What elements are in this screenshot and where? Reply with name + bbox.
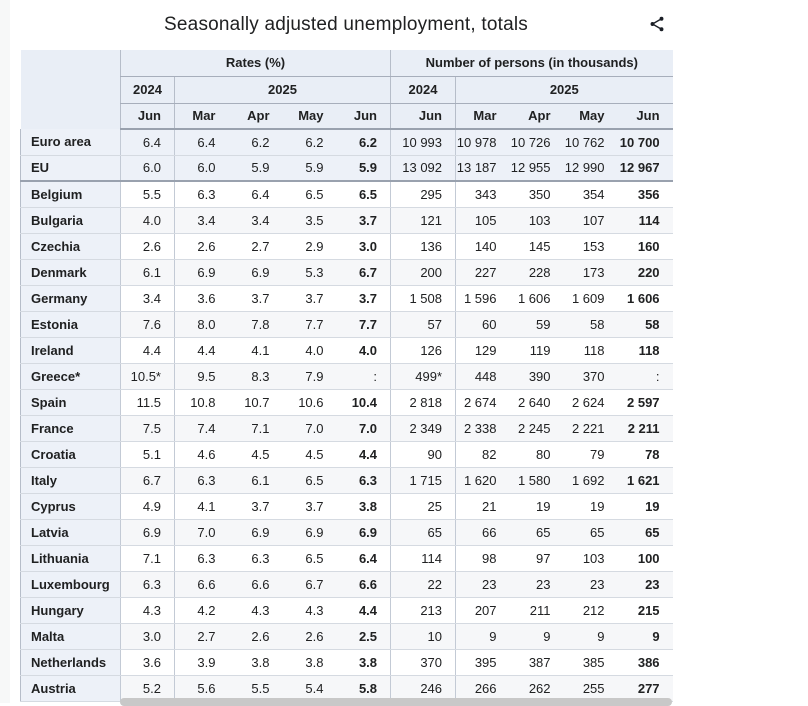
rate-cell: 6.4 bbox=[337, 545, 391, 571]
rate-cell: 4.5 bbox=[229, 441, 283, 467]
persons-cell: 2 640 bbox=[510, 389, 564, 415]
persons-cell: 390 bbox=[510, 363, 564, 389]
persons-cell: 60 bbox=[456, 311, 510, 337]
persons-cell: 2 674 bbox=[456, 389, 510, 415]
persons-cell: 66 bbox=[456, 519, 510, 545]
rate-cell: 3.7 bbox=[283, 285, 337, 311]
persons-cell: 277 bbox=[618, 675, 673, 701]
persons-cell: 262 bbox=[510, 675, 564, 701]
persons-cell: 98 bbox=[456, 545, 510, 571]
persons-cell: 1 606 bbox=[618, 285, 673, 311]
year-2024-persons: 2024 bbox=[391, 76, 456, 103]
table-row bbox=[21, 181, 673, 207]
table-row bbox=[21, 519, 673, 545]
persons-cell: 173 bbox=[564, 259, 618, 285]
persons-cell: 220 bbox=[618, 259, 673, 285]
rate-cell: 6.2 bbox=[229, 129, 283, 155]
rate-cell: 6.0 bbox=[121, 155, 175, 181]
month-header: Apr bbox=[510, 103, 564, 129]
share-button[interactable] bbox=[646, 13, 668, 35]
table-row bbox=[21, 649, 673, 675]
persons-cell: 227 bbox=[456, 259, 510, 285]
persons-cell: 114 bbox=[391, 545, 456, 571]
rate-cell: 2.6 bbox=[121, 233, 175, 259]
rate-cell: 5.3 bbox=[283, 259, 337, 285]
persons-cell: 212 bbox=[564, 597, 618, 623]
country-label: Germany bbox=[21, 285, 121, 311]
table-row bbox=[21, 337, 673, 363]
table-row bbox=[21, 155, 673, 181]
persons-cell: 13 187 bbox=[456, 155, 510, 181]
rate-cell: 3.9 bbox=[175, 649, 229, 675]
persons-cell: 21 bbox=[456, 493, 510, 519]
persons-cell: 22 bbox=[391, 571, 456, 597]
persons-cell: 2 221 bbox=[564, 415, 618, 441]
rate-cell: 4.4 bbox=[175, 337, 229, 363]
rate-cell: 5.8 bbox=[337, 675, 391, 701]
rate-cell: 6.4 bbox=[121, 129, 175, 155]
persons-cell: 145 bbox=[510, 233, 564, 259]
country-label: Italy bbox=[21, 467, 121, 493]
rate-cell: 6.4 bbox=[229, 181, 283, 207]
rate-cell: 4.3 bbox=[121, 597, 175, 623]
persons-cell: 23 bbox=[456, 571, 510, 597]
rate-cell: 6.2 bbox=[337, 129, 391, 155]
rate-cell: 11.5 bbox=[121, 389, 175, 415]
rate-cell: 2.6 bbox=[229, 623, 283, 649]
rate-cell: 4.1 bbox=[175, 493, 229, 519]
persons-cell: 23 bbox=[618, 571, 673, 597]
country-label: Czechia bbox=[21, 233, 121, 259]
table-row bbox=[21, 415, 673, 441]
persons-cell: 1 606 bbox=[510, 285, 564, 311]
rate-cell: 6.6 bbox=[229, 571, 283, 597]
rate-cell: 6.5 bbox=[283, 545, 337, 571]
persons-cell: 354 bbox=[564, 181, 618, 207]
rate-cell: 3.7 bbox=[337, 207, 391, 233]
persons-cell: 118 bbox=[564, 337, 618, 363]
year-2025-persons: 2025 bbox=[456, 76, 673, 103]
rate-cell: 7.1 bbox=[229, 415, 283, 441]
persons-cell: 215 bbox=[618, 597, 673, 623]
country-label: Estonia bbox=[21, 311, 121, 337]
month-header: Jun bbox=[618, 103, 673, 129]
rate-cell: 8.3 bbox=[229, 363, 283, 389]
persons-cell: 295 bbox=[391, 181, 456, 207]
horizontal-scrollbar[interactable] bbox=[120, 698, 672, 706]
rate-cell: : bbox=[337, 363, 391, 389]
share-icon bbox=[648, 15, 666, 33]
persons-cell: : bbox=[618, 363, 673, 389]
persons-cell: 12 990 bbox=[564, 155, 618, 181]
rate-cell: 4.4 bbox=[337, 441, 391, 467]
country-label: Luxembourg bbox=[21, 571, 121, 597]
title-bar bbox=[20, 0, 672, 50]
rate-cell: 3.0 bbox=[121, 623, 175, 649]
persons-cell: 97 bbox=[510, 545, 564, 571]
rate-cell: 6.9 bbox=[229, 259, 283, 285]
rate-cell: 6.4 bbox=[175, 129, 229, 155]
persons-cell: 153 bbox=[564, 233, 618, 259]
rate-cell: 4.4 bbox=[337, 597, 391, 623]
rate-cell: 3.4 bbox=[175, 207, 229, 233]
table-row bbox=[21, 259, 673, 285]
country-label: Austria bbox=[21, 675, 121, 701]
persons-cell: 103 bbox=[564, 545, 618, 571]
rate-cell: 5.9 bbox=[229, 155, 283, 181]
persons-cell: 10 726 bbox=[510, 129, 564, 155]
persons-cell: 10 700 bbox=[618, 129, 673, 155]
table-row bbox=[21, 545, 673, 571]
persons-cell: 9 bbox=[510, 623, 564, 649]
rate-cell: 7.8 bbox=[229, 311, 283, 337]
persons-cell: 79 bbox=[564, 441, 618, 467]
persons-cell: 19 bbox=[618, 493, 673, 519]
page-left-gutter bbox=[0, 0, 10, 703]
rate-cell: 6.3 bbox=[175, 545, 229, 571]
rate-cell: 5.6 bbox=[175, 675, 229, 701]
persons-cell: 1 715 bbox=[391, 467, 456, 493]
country-label: Croatia bbox=[21, 441, 121, 467]
country-label: Belgium bbox=[21, 181, 121, 207]
month-header: Jun bbox=[337, 103, 391, 129]
persons-cell: 136 bbox=[391, 233, 456, 259]
rate-cell: 5.2 bbox=[121, 675, 175, 701]
month-header: Jun bbox=[121, 103, 175, 129]
persons-cell: 228 bbox=[510, 259, 564, 285]
persons-cell: 1 621 bbox=[618, 467, 673, 493]
persons-cell: 121 bbox=[391, 207, 456, 233]
rate-cell: 9.5 bbox=[175, 363, 229, 389]
persons-cell: 370 bbox=[564, 363, 618, 389]
persons-cell: 105 bbox=[456, 207, 510, 233]
persons-cell: 25 bbox=[391, 493, 456, 519]
rate-cell: 2.7 bbox=[175, 623, 229, 649]
rate-cell: 6.7 bbox=[283, 571, 337, 597]
rate-cell: 2.9 bbox=[283, 233, 337, 259]
persons-cell: 1 620 bbox=[456, 467, 510, 493]
persons-cell: 10 993 bbox=[391, 129, 456, 155]
persons-cell: 23 bbox=[564, 571, 618, 597]
year-2025-rates: 2025 bbox=[175, 76, 391, 103]
group-header-rates: Rates (%) bbox=[121, 50, 391, 76]
rate-cell: 6.3 bbox=[175, 467, 229, 493]
persons-cell: 82 bbox=[456, 441, 510, 467]
persons-cell: 1 609 bbox=[564, 285, 618, 311]
persons-cell: 12 955 bbox=[510, 155, 564, 181]
persons-cell: 59 bbox=[510, 311, 564, 337]
rate-cell: 5.9 bbox=[337, 155, 391, 181]
country-label: Lithuania bbox=[21, 545, 121, 571]
rate-cell: 3.4 bbox=[121, 285, 175, 311]
rate-cell: 7.9 bbox=[283, 363, 337, 389]
unemployment-table-widget bbox=[20, 0, 672, 702]
rate-cell: 4.0 bbox=[283, 337, 337, 363]
rate-cell: 3.7 bbox=[283, 493, 337, 519]
persons-cell: 65 bbox=[510, 519, 564, 545]
persons-cell: 160 bbox=[618, 233, 673, 259]
month-header: Apr bbox=[229, 103, 283, 129]
persons-cell: 2 245 bbox=[510, 415, 564, 441]
persons-cell: 65 bbox=[618, 519, 673, 545]
persons-cell: 90 bbox=[391, 441, 456, 467]
month-header: Jun bbox=[391, 103, 456, 129]
rate-cell: 6.5 bbox=[283, 181, 337, 207]
unemployment-table bbox=[20, 50, 673, 702]
rate-cell: 6.1 bbox=[229, 467, 283, 493]
persons-cell: 100 bbox=[618, 545, 673, 571]
persons-cell: 13 092 bbox=[391, 155, 456, 181]
country-label: Spain bbox=[21, 389, 121, 415]
rate-cell: 10.5* bbox=[121, 363, 175, 389]
month-header: May bbox=[564, 103, 618, 129]
table-row bbox=[21, 623, 673, 649]
table-row bbox=[21, 493, 673, 519]
persons-cell: 107 bbox=[564, 207, 618, 233]
persons-cell: 350 bbox=[510, 181, 564, 207]
table-header bbox=[21, 50, 673, 129]
persons-cell: 126 bbox=[391, 337, 456, 363]
table-row bbox=[21, 571, 673, 597]
rate-cell: 3.8 bbox=[337, 493, 391, 519]
persons-cell: 80 bbox=[510, 441, 564, 467]
country-label: Malta bbox=[21, 623, 121, 649]
rate-cell: 6.7 bbox=[337, 259, 391, 285]
rate-cell: 2.6 bbox=[283, 623, 337, 649]
rate-cell: 5.5 bbox=[229, 675, 283, 701]
rate-cell: 6.3 bbox=[337, 467, 391, 493]
rate-cell: 3.8 bbox=[229, 649, 283, 675]
rate-cell: 7.0 bbox=[337, 415, 391, 441]
persons-cell: 140 bbox=[456, 233, 510, 259]
persons-cell: 266 bbox=[456, 675, 510, 701]
rate-cell: 3.6 bbox=[121, 649, 175, 675]
country-label: Ireland bbox=[21, 337, 121, 363]
persons-cell: 118 bbox=[618, 337, 673, 363]
rate-cell: 7.7 bbox=[337, 311, 391, 337]
country-label: Netherlands bbox=[21, 649, 121, 675]
persons-cell: 9 bbox=[564, 623, 618, 649]
rate-cell: 3.5 bbox=[283, 207, 337, 233]
country-label: EU bbox=[21, 155, 121, 181]
persons-cell: 19 bbox=[564, 493, 618, 519]
persons-cell: 10 978 bbox=[456, 129, 510, 155]
rate-cell: 10.6 bbox=[283, 389, 337, 415]
rate-cell: 6.3 bbox=[229, 545, 283, 571]
persons-cell: 129 bbox=[456, 337, 510, 363]
persons-cell: 1 508 bbox=[391, 285, 456, 311]
rate-cell: 7.1 bbox=[121, 545, 175, 571]
persons-cell: 1 692 bbox=[564, 467, 618, 493]
persons-cell: 65 bbox=[391, 519, 456, 545]
group-header-persons: Number of persons (in thousands) bbox=[391, 50, 673, 76]
persons-cell: 499* bbox=[391, 363, 456, 389]
persons-cell: 78 bbox=[618, 441, 673, 467]
rate-cell: 4.3 bbox=[229, 597, 283, 623]
rate-cell: 6.9 bbox=[175, 259, 229, 285]
rate-cell: 3.4 bbox=[229, 207, 283, 233]
country-label: Denmark bbox=[21, 259, 121, 285]
page-title: Seasonally adjusted unemployment, totals bbox=[164, 14, 528, 35]
persons-cell: 9 bbox=[618, 623, 673, 649]
country-label: Euro area bbox=[21, 129, 121, 155]
table-body bbox=[21, 129, 673, 701]
table-row bbox=[21, 285, 673, 311]
rate-cell: 6.0 bbox=[175, 155, 229, 181]
persons-cell: 58 bbox=[564, 311, 618, 337]
rate-cell: 7.4 bbox=[175, 415, 229, 441]
country-label: France bbox=[21, 415, 121, 441]
rate-cell: 4.4 bbox=[121, 337, 175, 363]
persons-cell: 119 bbox=[510, 337, 564, 363]
rate-cell: 10.4 bbox=[337, 389, 391, 415]
country-label: Latvia bbox=[21, 519, 121, 545]
persons-cell: 58 bbox=[618, 311, 673, 337]
table-row bbox=[21, 129, 673, 155]
month-header: Mar bbox=[456, 103, 510, 129]
table-row bbox=[21, 467, 673, 493]
persons-cell: 370 bbox=[391, 649, 456, 675]
rate-cell: 5.4 bbox=[283, 675, 337, 701]
rate-cell: 6.3 bbox=[121, 571, 175, 597]
rate-cell: 6.9 bbox=[337, 519, 391, 545]
rate-cell: 8.0 bbox=[175, 311, 229, 337]
rate-cell: 5.1 bbox=[121, 441, 175, 467]
persons-cell: 385 bbox=[564, 649, 618, 675]
corner-cell bbox=[21, 50, 121, 129]
persons-cell: 114 bbox=[618, 207, 673, 233]
rate-cell: 6.5 bbox=[283, 467, 337, 493]
rate-cell: 6.7 bbox=[121, 467, 175, 493]
table-row bbox=[21, 233, 673, 259]
persons-cell: 2 818 bbox=[391, 389, 456, 415]
rate-cell: 7.7 bbox=[283, 311, 337, 337]
rate-cell: 6.9 bbox=[283, 519, 337, 545]
rate-cell: 4.9 bbox=[121, 493, 175, 519]
rate-cell: 2.5 bbox=[337, 623, 391, 649]
persons-cell: 2 597 bbox=[618, 389, 673, 415]
rate-cell: 4.0 bbox=[121, 207, 175, 233]
rate-cell: 6.2 bbox=[283, 129, 337, 155]
rate-cell: 5.9 bbox=[283, 155, 337, 181]
persons-cell: 19 bbox=[510, 493, 564, 519]
rate-cell: 2.6 bbox=[175, 233, 229, 259]
persons-cell: 103 bbox=[510, 207, 564, 233]
rate-cell: 4.3 bbox=[283, 597, 337, 623]
persons-cell: 343 bbox=[456, 181, 510, 207]
rate-cell: 7.6 bbox=[121, 311, 175, 337]
persons-cell: 1 580 bbox=[510, 467, 564, 493]
country-label: Bulgaria bbox=[21, 207, 121, 233]
rate-cell: 4.6 bbox=[175, 441, 229, 467]
rate-cell: 6.1 bbox=[121, 259, 175, 285]
rate-cell: 3.7 bbox=[229, 285, 283, 311]
rate-cell: 4.1 bbox=[229, 337, 283, 363]
persons-cell: 2 338 bbox=[456, 415, 510, 441]
country-label: Cyprus bbox=[21, 493, 121, 519]
rate-cell: 4.0 bbox=[337, 337, 391, 363]
rate-cell: 3.7 bbox=[229, 493, 283, 519]
persons-cell: 211 bbox=[510, 597, 564, 623]
persons-cell: 10 bbox=[391, 623, 456, 649]
table-row bbox=[21, 363, 673, 389]
persons-cell: 246 bbox=[391, 675, 456, 701]
rate-cell: 6.9 bbox=[121, 519, 175, 545]
rate-cell: 6.5 bbox=[337, 181, 391, 207]
persons-cell: 356 bbox=[618, 181, 673, 207]
rate-cell: 3.8 bbox=[283, 649, 337, 675]
persons-cell: 2 624 bbox=[564, 389, 618, 415]
table-row bbox=[21, 597, 673, 623]
persons-cell: 1 596 bbox=[456, 285, 510, 311]
rate-cell: 6.6 bbox=[175, 571, 229, 597]
rate-cell: 6.9 bbox=[229, 519, 283, 545]
rate-cell: 10.7 bbox=[229, 389, 283, 415]
rate-cell: 7.5 bbox=[121, 415, 175, 441]
table-row bbox=[21, 389, 673, 415]
rate-cell: 3.6 bbox=[175, 285, 229, 311]
persons-cell: 2 211 bbox=[618, 415, 673, 441]
rate-cell: 3.0 bbox=[337, 233, 391, 259]
rate-cell: 6.3 bbox=[175, 181, 229, 207]
table-row bbox=[21, 441, 673, 467]
year-2024-rates: 2024 bbox=[121, 76, 175, 103]
persons-cell: 255 bbox=[564, 675, 618, 701]
rate-cell: 7.0 bbox=[283, 415, 337, 441]
rate-cell: 2.7 bbox=[229, 233, 283, 259]
rate-cell: 4.2 bbox=[175, 597, 229, 623]
persons-cell: 448 bbox=[456, 363, 510, 389]
rate-cell: 4.5 bbox=[283, 441, 337, 467]
persons-cell: 386 bbox=[618, 649, 673, 675]
country-label: Hungary bbox=[21, 597, 121, 623]
rate-cell: 10.8 bbox=[175, 389, 229, 415]
rate-cell: 3.8 bbox=[337, 649, 391, 675]
persons-cell: 10 762 bbox=[564, 129, 618, 155]
persons-cell: 12 967 bbox=[618, 155, 673, 181]
month-header: Mar bbox=[175, 103, 229, 129]
group-header-row bbox=[21, 50, 673, 76]
rate-cell: 5.5 bbox=[121, 181, 175, 207]
persons-cell: 207 bbox=[456, 597, 510, 623]
rate-cell: 7.0 bbox=[175, 519, 229, 545]
persons-cell: 65 bbox=[564, 519, 618, 545]
rate-cell: 6.6 bbox=[337, 571, 391, 597]
country-label: Greece* bbox=[21, 363, 121, 389]
persons-cell: 9 bbox=[456, 623, 510, 649]
persons-cell: 2 349 bbox=[391, 415, 456, 441]
month-header: May bbox=[283, 103, 337, 129]
persons-cell: 395 bbox=[456, 649, 510, 675]
persons-cell: 23 bbox=[510, 571, 564, 597]
persons-cell: 57 bbox=[391, 311, 456, 337]
persons-cell: 213 bbox=[391, 597, 456, 623]
table-row bbox=[21, 207, 673, 233]
persons-cell: 387 bbox=[510, 649, 564, 675]
table-row bbox=[21, 311, 673, 337]
rate-cell: 3.7 bbox=[337, 285, 391, 311]
persons-cell: 200 bbox=[391, 259, 456, 285]
